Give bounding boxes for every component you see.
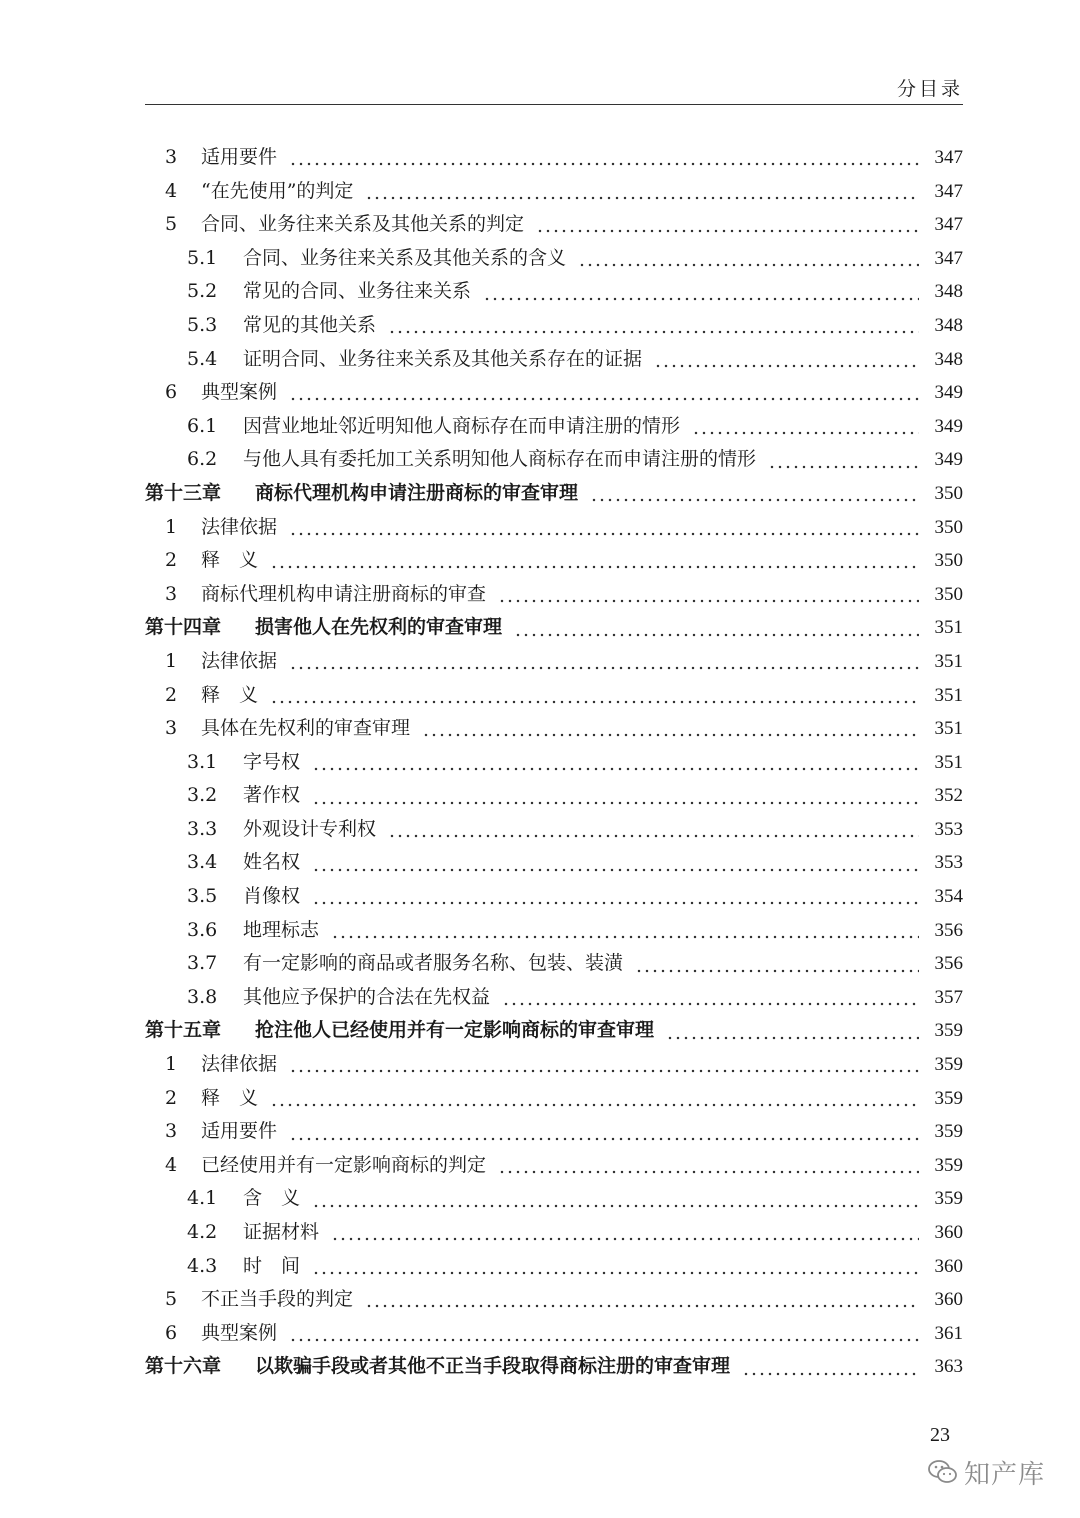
toc-chapter-entry: [145, 1350, 963, 1384]
page-number: 23: [930, 1424, 950, 1446]
toc-entry-number: 3.5: [187, 885, 218, 908]
toc-entry-title: 典型案例: [201, 381, 278, 404]
table-of-contents: [145, 141, 963, 1384]
dot-leader: [289, 383, 919, 402]
toc-entry-number: 3.4: [187, 851, 218, 874]
toc-entry: [145, 813, 963, 847]
toc-entry-number: 6.2: [187, 448, 218, 471]
toc-chapter-entry: [145, 1014, 963, 1048]
toc-entry-title: 释 义: [201, 1086, 259, 1109]
toc-entry: [145, 410, 963, 444]
toc-entry: [145, 578, 963, 612]
toc-entry-number: 1: [165, 649, 178, 672]
toc-entry-page: 353: [934, 818, 963, 840]
toc-entry-number: 4: [165, 1153, 178, 1176]
toc-entry-page: 360: [934, 1255, 963, 1277]
toc-entry-title: 法律依据: [201, 1053, 278, 1076]
toc-entry-number: 3.7: [187, 952, 218, 975]
toc-entry-title: 法律依据: [201, 515, 278, 538]
toc-entry: [145, 1317, 963, 1351]
toc-entry-title: 商标代理机构申请注册商标的审查: [201, 582, 487, 605]
toc-entry-page: 359: [934, 1188, 963, 1210]
toc-entry-page: 351: [934, 718, 963, 740]
toc-entry-page: 360: [934, 1289, 963, 1311]
toc-entry-title: 常见的合同、业务往来关系: [243, 280, 472, 303]
toc-entry-title: 释 义: [201, 683, 259, 706]
toc-entry: [145, 914, 963, 948]
toc-entry-page: 347: [934, 214, 963, 236]
toc-entry-page: 357: [934, 986, 963, 1008]
toc-entry-number: 第十三章: [145, 481, 222, 504]
toc-entry: [145, 275, 963, 309]
dot-leader: [312, 854, 919, 873]
toc-entry: [145, 1250, 963, 1284]
toc-entry: [145, 981, 963, 1015]
toc-entry-number: 6: [165, 1321, 178, 1344]
toc-entry: [145, 1149, 963, 1183]
dot-leader: [312, 887, 919, 906]
toc-entry-title: 时 间: [243, 1254, 301, 1277]
toc-entry: [145, 1283, 963, 1317]
toc-entry-page: 351: [934, 684, 963, 706]
toc-entry-number: 4.2: [187, 1221, 218, 1243]
dot-leader: [289, 1324, 919, 1343]
toc-entry-page: 359: [934, 1054, 963, 1076]
toc-chapter-entry: [145, 611, 963, 645]
toc-entry-number: 3.3: [187, 817, 218, 840]
toc-entry-page: 359: [934, 1020, 963, 1042]
toc-entry: [145, 242, 963, 276]
watermark: [928, 1452, 1045, 1492]
toc-entry-title: 证据材料: [243, 1221, 320, 1243]
toc-entry-title: 姓名权: [243, 851, 301, 874]
toc-entry-title: 证明合同、业务往来关系及其他关系存在的证据: [243, 347, 643, 370]
toc-entry-page: 354: [934, 886, 963, 908]
toc-entry-number: 6.1: [187, 414, 218, 437]
toc-entry-number: 3: [165, 1120, 178, 1143]
toc-entry: [145, 376, 963, 410]
dot-leader: [365, 1290, 919, 1309]
toc-chapter-entry: [145, 477, 963, 511]
dot-leader: [498, 585, 919, 604]
dot-leader: [502, 988, 919, 1007]
toc-entry: [145, 1182, 963, 1216]
dot-leader: [388, 820, 919, 839]
toc-entry: [145, 846, 963, 880]
toc-entry-title: 外观设计专利权: [243, 817, 377, 840]
toc-entry-title: 合同、业务往来关系及其他关系的判定: [201, 213, 525, 236]
toc-entry-title: 适用要件: [201, 1120, 278, 1143]
toc-entry-number: 5.3: [187, 313, 218, 336]
toc-entry-page: 359: [934, 1154, 963, 1176]
toc-entry-page: 347: [934, 180, 963, 202]
toc-entry-title: 商标代理机构申请注册商标的审查审理: [255, 481, 579, 504]
toc-entry-page: 347: [934, 247, 963, 269]
toc-entry-number: 4.1: [187, 1187, 218, 1210]
toc-entry-page: 348: [934, 348, 963, 370]
toc-entry-title: 合同、业务往来关系及其他关系的含义: [243, 246, 567, 269]
toc-entry-number: 5.2: [187, 280, 218, 303]
dot-leader: [768, 451, 919, 470]
header-title: 分目录: [896, 78, 963, 100]
toc-entry-number: 3.6: [187, 918, 218, 941]
toc-entry-number: 2: [165, 1086, 178, 1109]
dot-leader: [289, 1055, 919, 1074]
toc-entry-title: 不正当手段的判定: [201, 1288, 354, 1311]
toc-entry-title: 含 义: [243, 1187, 301, 1210]
toc-entry-page: 349: [934, 415, 963, 437]
toc-entry-number: 5: [165, 1288, 178, 1311]
toc-entry: [145, 1048, 963, 1082]
dot-leader: [422, 719, 919, 738]
toc-entry-number: 1: [165, 515, 178, 538]
dot-leader: [483, 283, 919, 302]
dot-leader: [312, 1257, 919, 1276]
dot-leader: [742, 1358, 919, 1377]
toc-entry-page: 350: [934, 583, 963, 605]
toc-entry-title: 与他人具有委托加工关系明知他人商标存在而申请注册的情形: [243, 448, 757, 471]
toc-entry-page: 349: [934, 382, 963, 404]
toc-entry-title: 字号权: [243, 750, 301, 773]
toc-entry-page: 356: [934, 953, 963, 975]
dot-leader: [289, 1123, 919, 1142]
dot-leader: [388, 316, 919, 335]
toc-entry-title: 肖像权: [243, 885, 301, 908]
toc-entry-number: 第十四章: [145, 616, 222, 639]
toc-entry-title: 已经使用并有一定影响商标的判定: [201, 1153, 487, 1176]
toc-entry-page: 363: [934, 1356, 963, 1378]
toc-entry-number: 2: [165, 549, 178, 572]
toc-entry-title: 有一定影响的商品或者服务名称、包装、装潢: [243, 952, 624, 975]
toc-entry: [145, 208, 963, 242]
dot-leader: [270, 551, 919, 570]
toc-entry-title: 其他应予保护的合法在先权益: [243, 985, 491, 1008]
toc-entry-number: 3: [165, 146, 178, 168]
toc-entry-page: 350: [934, 550, 963, 572]
toc-entry-title: 损害他人在先权利的审查审理: [255, 616, 503, 639]
dot-leader: [270, 686, 919, 705]
dot-leader: [514, 619, 919, 638]
toc-entry: [145, 712, 963, 746]
toc-entry-title: 著作权: [243, 784, 301, 807]
toc-entry-page: 352: [934, 785, 963, 807]
toc-entry-title: “在先使用”的判定: [201, 179, 354, 202]
toc-entry-number: 6: [165, 381, 178, 404]
toc-entry: [145, 141, 963, 175]
toc-entry-number: 5.1: [187, 246, 218, 269]
toc-entry-title: 典型案例: [201, 1321, 278, 1344]
toc-entry-number: 4.3: [187, 1254, 218, 1277]
dot-leader: [312, 787, 919, 806]
toc-entry-title: 因营业地址邻近明知他人商标存在而申请注册的情形: [243, 414, 681, 437]
toc-entry-page: 359: [934, 1087, 963, 1109]
toc-entry-page: 361: [934, 1322, 963, 1344]
toc-entry: [145, 1082, 963, 1116]
dot-leader: [289, 652, 919, 671]
toc-entry-number: 2: [165, 683, 178, 706]
toc-entry-page: 360: [934, 1222, 963, 1243]
toc-entry: [145, 1115, 963, 1149]
dot-leader: [289, 518, 919, 537]
toc-entry-page: 348: [934, 281, 963, 303]
toc-entry: [145, 779, 963, 813]
toc-entry: [145, 175, 963, 209]
toc-entry: [145, 544, 963, 578]
toc-entry-title: 以欺骗手段或者其他不正当手段取得商标注册的审查审理: [255, 1355, 731, 1378]
toc-entry-page: 348: [934, 314, 963, 336]
dot-leader: [312, 753, 919, 772]
toc-entry-title: 具体在先权利的审查审理: [201, 717, 411, 740]
dot-leader: [666, 1022, 919, 1041]
toc-entry-number: 第十五章: [145, 1019, 222, 1042]
dot-leader: [578, 249, 919, 268]
toc-entry-title: 法律依据: [201, 649, 278, 672]
dot-leader: [365, 182, 919, 201]
toc-entry-number: 4: [165, 179, 178, 202]
toc-entry-title: 地理标志: [243, 918, 320, 941]
toc-entry-number: 3.1: [187, 750, 218, 773]
dot-leader: [331, 1223, 919, 1242]
toc-entry-title: 常见的其他关系: [243, 313, 377, 336]
dot-leader: [312, 1190, 919, 1209]
toc-entry-number: 5: [165, 213, 178, 236]
toc-entry-number: 第十六章: [145, 1355, 222, 1378]
toc-entry-page: 356: [934, 919, 963, 941]
dot-leader: [692, 417, 919, 436]
toc-entry-number: 1: [165, 1053, 178, 1076]
wechat-icon: [928, 1459, 958, 1485]
toc-entry: [145, 947, 963, 981]
toc-entry-title: 抢注他人已经使用并有一定影响商标的审查审理: [255, 1019, 655, 1042]
toc-entry: [145, 880, 963, 914]
dot-leader: [654, 350, 919, 369]
toc-entry-page: 350: [934, 516, 963, 538]
toc-entry-number: 3.8: [187, 985, 218, 1008]
toc-entry: [145, 1216, 963, 1250]
dot-leader: [331, 921, 919, 940]
toc-entry-page: 359: [934, 1121, 963, 1143]
toc-entry-page: 350: [934, 482, 963, 504]
dot-leader: [289, 148, 919, 167]
dot-leader: [635, 955, 919, 974]
toc-entry: [145, 343, 963, 377]
page-header: [145, 72, 963, 105]
toc-entry-page: 351: [934, 650, 963, 672]
toc-entry-title: 适用要件: [201, 146, 278, 168]
toc-entry-page: 347: [934, 147, 963, 168]
dot-leader: [270, 1089, 919, 1108]
dot-leader: [498, 1156, 919, 1175]
toc-entry-number: 3: [165, 582, 178, 605]
toc-entry: [145, 309, 963, 343]
toc-entry-page: 351: [934, 617, 963, 639]
toc-entry-title: 释 义: [201, 549, 259, 572]
toc-entry: [145, 645, 963, 679]
toc-entry-number: 3.2: [187, 784, 218, 807]
toc-entry: [145, 511, 963, 545]
toc-entry-number: 3: [165, 717, 178, 740]
dot-leader: [536, 215, 919, 234]
dot-leader: [590, 484, 919, 503]
toc-entry-page: 351: [934, 751, 963, 773]
toc-entry: [145, 679, 963, 713]
watermark-text: 知产库: [964, 1459, 1046, 1490]
toc-entry-number: 5.4: [187, 347, 218, 370]
toc-entry: [145, 746, 963, 780]
toc-entry-page: 349: [934, 449, 963, 471]
toc-entry-page: 353: [934, 852, 963, 874]
toc-entry: [145, 443, 963, 477]
